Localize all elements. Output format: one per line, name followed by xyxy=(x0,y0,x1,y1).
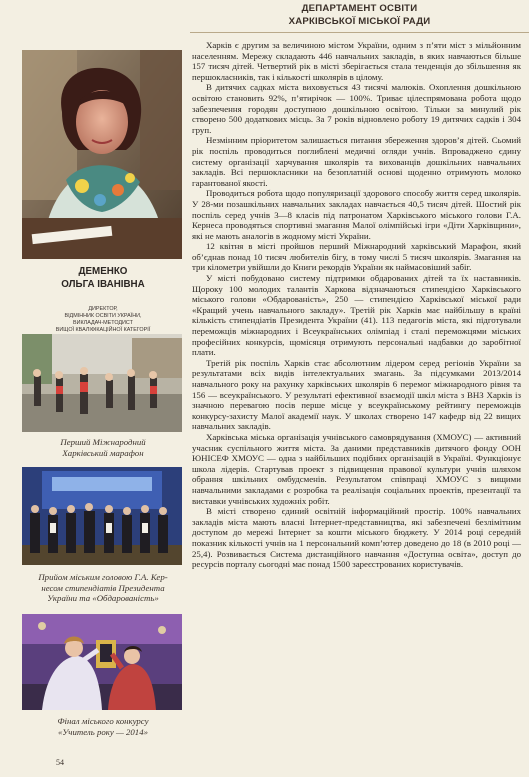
role-line-1: ДИРЕКТОР, xyxy=(88,306,118,312)
header-line-2: ХАРКІВСЬКОЇ МІСЬКОЇ РАДИ xyxy=(288,16,431,27)
marathon-caption-line-2: Харківський марафон xyxy=(62,447,144,458)
paragraph-8: Харківська міська організація учнівського самоврядування (ХМОУС) — активний учасник суспільного життя міста. За даними представників дитячого фонду ООН ЮНІСЕФ ХМОУС — одна з найбільших подібних організацій в Україні. Функціонує школа лідерів. Стартував проект з підвищення правової культури учнів шляхом обрання шкільних омбудсменів. Результатом співпраці ХМОУС з вищими навчальними закладами є розробка та реалізація соціальних проектів, презентації та виставки учнівських художніх робіт. xyxy=(192,431,521,506)
paragraph-6: У місті побудовано систему підтримки обдарованих дітей та їх наставників. Щороку 100 молодих талантів Харкова відзначаються стипендією Харківського міського голови «Обдарованість», 250 — стипендією Харківської міської ради «Кращий учень навчального закладу». Третій рік Харків має найбільшу в країні кількість стипендіатів Президента України (41). 113 педагогів міста, які підготували переможців міжнародних і Всеукраїнських олімпіад і сталі переможцями міських професійних конкурсів, щомісяця отримують персональні надбавки до заробітної плати. xyxy=(192,273,521,358)
paragraph-7: Третій рік поспіль Харків стає абсолютним лідером серед регіонів України за результатами всіх видів інтелектуальних змагань. За підсумками 2013/2014 навчального року на рахунку харківських школярів 6 перемог міжнародного рівня та 156 — всеукраїнського. У результаті ефективної взаємодії шкіл міста з ВНЗ Харків із значною перевагою посів перше місце у всеукраїнському рейтингу переможців конкурсу-захисту Малої академії наук. У школах створено 147 кафедр від 22 вищих навчальних закладів. xyxy=(192,357,521,432)
award-ceremony-photo xyxy=(22,467,182,565)
article-body xyxy=(192,40,521,570)
paragraph-4: Проводиться робота щодо популяризації здорового способу життя серед школярів. У 28-ми позашкільних навчальних закладах навчається 40,5 тисяч дітей. Шостий рік поспіль серед учнів 3—8 класів під патронатом Харківського міського голови Г.А. Кернеса проводяться спортивні змагання Малої олімпійські ігри «Діти Харківщини», які не мають аналогів в жодному місті України. xyxy=(192,188,521,241)
paragraph-1: Харків є другим за величиною містом України, одним з п’яти міст з мільйонним населенням. Мережу складають 446 навчальних закладів, в яких навчаються більше 157 тисяч дітей. Четвертий рік в місті зберігається стала тенденція до збільшення як першокласників, так і кількості школярів в цілому. xyxy=(192,40,521,82)
paragraph-5: 12 квітня в місті пройшов перший Міжнародний харківський Марафон, який об’єднав понад 10 тисяч любителів бігу, в тому числі 5 тисяч школярів. Змагання на три кілометри увійшли до Книги рекордів України як наймасовіший забіг. xyxy=(192,241,521,273)
marathon-caption-line-1: Перший Міжнародний xyxy=(60,437,146,447)
marathon-caption xyxy=(18,437,188,458)
paragraph-9: В місті створено єдиний освітній інформаційний простір. 100% навчальних закладів міста мають власні Інтернет-представництва, які забезпечені безлімітним доступом до мережі Інтернет за кошти міського бюджету. У 2014 році середній показник кількості учнів на 1 персональний комп’ютер доведено до 18 (в 2010 році — 25,4). Розвивається Система дистанційного навчання «Доступна освіта», доступ до ресурсів порталу сьогодні має понад 1500 зареєстрованих користувачів. xyxy=(192,506,521,570)
header-line-1: ДЕПАРТАМЕНТ ОСВІТИ xyxy=(301,3,418,14)
portrait-photo xyxy=(22,50,182,259)
role-line-3: ВИКЛАДАЧ-МЕТОДИСТ xyxy=(73,320,133,326)
teacher-contest-caption xyxy=(18,716,188,737)
marathon-photo xyxy=(22,334,182,432)
person-surname: ДЕМЕНКО xyxy=(78,266,128,277)
teacher-contest-photo xyxy=(22,614,182,710)
teacher-caption-line-2: «Учитель року — 2014» xyxy=(57,726,149,737)
paragraph-2: В дитячих садках міста виховується 43 тисячі малюків. Охоплення дошкільною освітою становить 92%, п’ятирічок — 100%. Триває цілеспрямована робота щодо забезпечення городян доступною дошкільною освітою. Тільки за минулий рік створено 500 додаткових місць. За 7 років відновлено роботу 19 дитячих садків і 304 груп. xyxy=(192,82,521,135)
award-caption-line-2: несом стипендіатів Президента xyxy=(41,582,165,593)
department-header xyxy=(190,2,529,33)
page-number: 54 xyxy=(56,758,64,767)
left-column xyxy=(0,0,188,777)
person-given-name: ОЛЬГА ІВАНІВНА xyxy=(61,279,145,290)
award-caption xyxy=(18,572,188,604)
paragraph-3: Незмінним пріоритетом залишається питання збереження здоров’я дітей. Сьомий рік поспіль проводиться поглиблені медичні огляди учнів. Впроваджено єдину систему організації харчування школярів та вихованців дошкільних навчальних закладів. Всі першокласники на безоплатній основі щоденно отримують молоко гарантованої якості. xyxy=(192,135,521,188)
role-line-2: ВІДМІННИК ОСВІТИ УКРАЇНИ, xyxy=(64,313,142,319)
award-caption-line-1: Прийом міським головою Г.А. Кер- xyxy=(38,572,168,582)
award-caption-line-3: України та «Обдарованість» xyxy=(47,593,159,604)
role-line-4: ВИЩОЇ КВАЛІФІКАЦІЙНОЇ КАТЕГОРІЇ xyxy=(55,327,151,333)
person-role xyxy=(20,306,186,334)
teacher-caption-line-1: Фінал міського конкурсу xyxy=(57,716,149,726)
